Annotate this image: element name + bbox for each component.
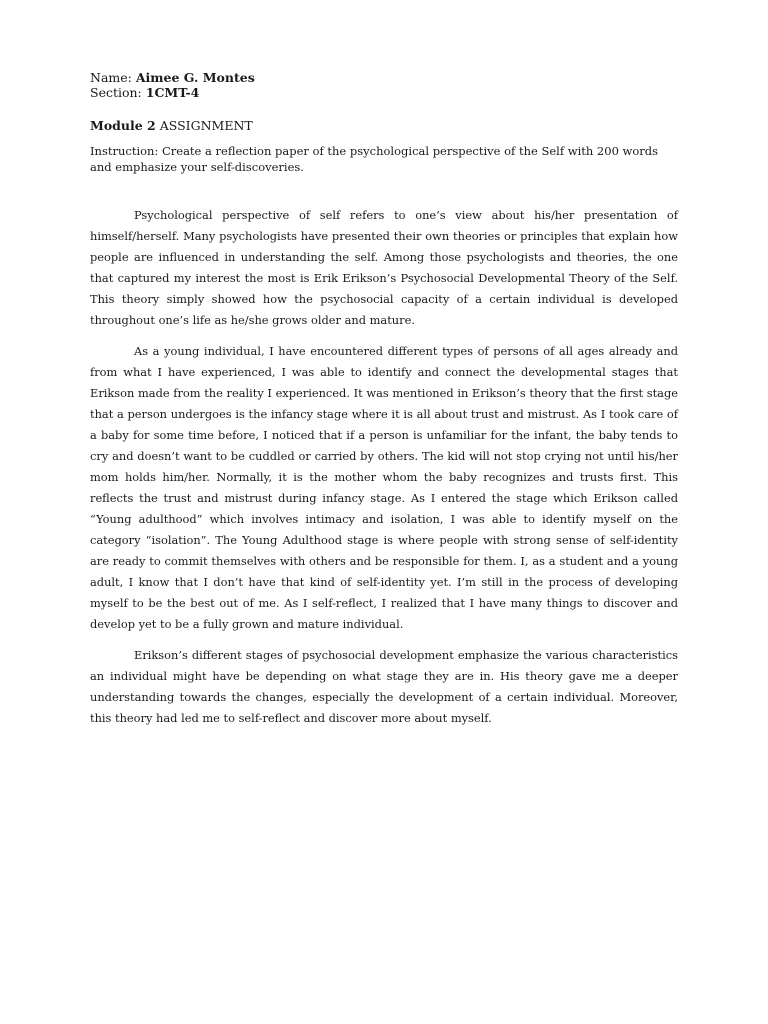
assignment-label: ASSIGNMENT [159, 118, 253, 133]
section-label: Section: [90, 85, 142, 100]
student-name: Aimee G. Montes [135, 70, 255, 85]
document-page [90, 70, 678, 739]
name-line [90, 70, 678, 85]
essay-paragraph-3: Erikson’s different stages of psychosocial development emphasize the various characteristics an individual might have be depending on what stage they are in. His theory gave me a deeper understanding towards the changes, especially the development of a certain individual. Moreover, this theory had led me to self-reflect and discover more about myself. [90, 648, 678, 725]
module-label: Module 2 [90, 118, 156, 133]
essay-paragraph-1: Psychological perspective of self refers to one’s view about his/her presentation of himself/herself. Many psychologists have presented their own theories or principles that explain how people are influenced in understanding the self. Among those psychologists and theories, the one that captured my interest the most is Erik Erikson’s Psychosocial Developmental Theory of the Self. This theory simply showed how the psychosocial capacity of a certain individual is developed throughout one’s life as he/she grows older and mature. [90, 208, 678, 327]
module-title [90, 118, 678, 133]
section-value: 1CMT-4 [145, 85, 200, 100]
essay-body [90, 205, 678, 729]
essay-paragraph-2: As a young individual, I have encountered different types of persons of all ages already and from what I have experienced, I was able to identify and connect the developmental stages that Erikson made from the reality I experienced. It was mentioned in Erikson’s theory that the first stage that a person undergoes is the infancy stage where it is all about trust and mistrust. As I took care of a baby for some time before, I noticed that if a person is unfamiliar for the infant, the baby tends to cry and doesn’t want to be cuddled or carried by others. The kid will not stop crying not until his/her mom holds him/her. Normally, it is the mother whom the baby recognizes and trusts first. This reflects the trust and mistrust during infancy stage. As I entered the stage which Erikson called “Young adulthood” which involves intimacy and isolation, I was able to identify myself on the category “isolation”. The Young Adulthood stage is where people with strong sense of self-identity are ready to commit themselves with others and be responsible for them. I, as a student and a young adult, I know that I don’t have that kind of self-identity yet. I’m still in the process of developing myself to be the best out of me. As I self-reflect, I realized that I have many things to discover and develop yet to be a fully grown and mature individual. [90, 344, 678, 631]
name-label: Name: [90, 70, 132, 85]
instruction-text: Instruction: Create a reflection paper of the psychological perspective of the Self with 200 words and emphasize your self-discoveries. [90, 144, 659, 174]
section-line [90, 85, 678, 100]
